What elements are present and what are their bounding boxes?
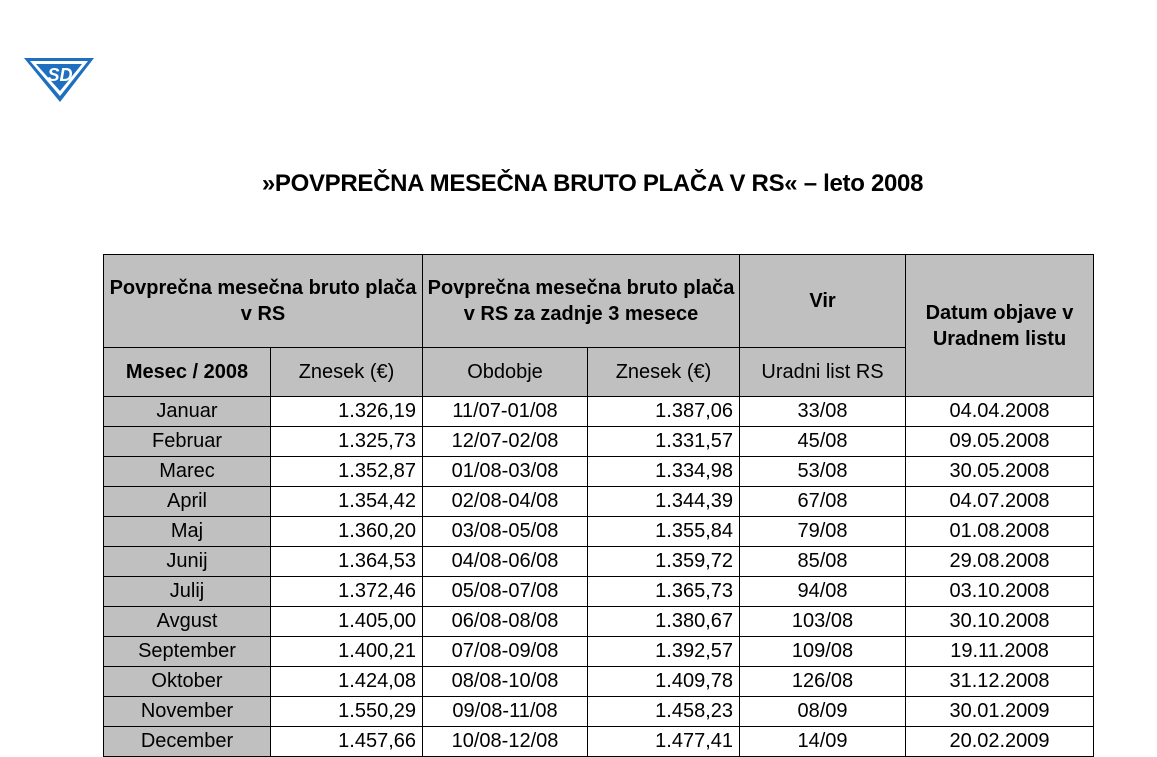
cell-znesek-3m: 1.387,06	[588, 397, 740, 427]
cell-uradni-list: 109/08	[740, 637, 906, 667]
cell-znesek-3m: 1.380,67	[588, 607, 740, 637]
cell-znesek: 1.360,20	[271, 517, 423, 547]
table-row	[104, 427, 1094, 457]
cell-znesek-3m: 1.458,23	[588, 697, 740, 727]
cell-znesek-3m: 1.392,57	[588, 637, 740, 667]
svg-text:SD: SD	[47, 65, 73, 85]
header-znesek: Znesek (€)	[271, 348, 423, 397]
cell-znesek-3m: 1.355,84	[588, 517, 740, 547]
cell-obdobje: 02/08-04/08	[423, 487, 588, 517]
header-group-3months: Povprečna mesečna bruto plača v RS za zadnje 3 mesece	[423, 255, 740, 348]
cell-uradni-list: 67/08	[740, 487, 906, 517]
table-row	[104, 727, 1094, 757]
cell-znesek-3m: 1.344,39	[588, 487, 740, 517]
cell-znesek-3m: 1.409,78	[588, 667, 740, 697]
cell-datum: 19.11.2008	[906, 637, 1094, 667]
header-group-monthly: Povprečna mesečna bruto plača v RS	[104, 255, 423, 348]
cell-obdobje: 04/08-06/08	[423, 547, 588, 577]
cell-obdobje: 06/08-08/08	[423, 607, 588, 637]
cell-znesek-3m: 1.359,72	[588, 547, 740, 577]
header-datum: Datum objave v Uradnem listu	[906, 255, 1094, 397]
cell-mesec: November	[104, 697, 271, 727]
cell-uradni-list: 45/08	[740, 427, 906, 457]
page-title: »POVPREČNA MESEČNA BRUTO PLAČA V RS« – leto 2008	[261, 170, 924, 197]
table-row	[104, 487, 1094, 517]
cell-datum: 30.10.2008	[906, 607, 1094, 637]
cell-znesek-3m: 1.334,98	[588, 457, 740, 487]
cell-mesec: Maj	[104, 517, 271, 547]
cell-obdobje: 08/08-10/08	[423, 667, 588, 697]
cell-datum: 29.08.2008	[906, 547, 1094, 577]
cell-znesek: 1.550,29	[271, 697, 423, 727]
cell-znesek: 1.326,19	[271, 397, 423, 427]
cell-mesec: Januar	[104, 397, 271, 427]
cell-obdobje: 03/08-05/08	[423, 517, 588, 547]
cell-znesek: 1.325,73	[271, 427, 423, 457]
cell-datum: 03.10.2008	[906, 577, 1094, 607]
cell-obdobje: 11/07-01/08	[423, 397, 588, 427]
cell-znesek: 1.457,66	[271, 727, 423, 757]
cell-obdobje: 07/08-09/08	[423, 637, 588, 667]
table-row	[104, 397, 1094, 427]
table-row	[104, 547, 1094, 577]
cell-znesek-3m: 1.365,73	[588, 577, 740, 607]
salary-table	[103, 254, 1094, 757]
cell-mesec: Marec	[104, 457, 271, 487]
header-uradni-list: Uradni list RS	[740, 348, 906, 397]
cell-uradni-list: 08/09	[740, 697, 906, 727]
table-row	[104, 637, 1094, 667]
cell-mesec: September	[104, 637, 271, 667]
table-row	[104, 577, 1094, 607]
header-vir: Vir	[740, 255, 906, 348]
cell-znesek-3m: 1.477,41	[588, 727, 740, 757]
cell-znesek: 1.372,46	[271, 577, 423, 607]
cell-mesec: Avgust	[104, 607, 271, 637]
table-row	[104, 697, 1094, 727]
header-obdobje: Obdobje	[423, 348, 588, 397]
cell-uradni-list: 85/08	[740, 547, 906, 577]
cell-znesek: 1.354,42	[271, 487, 423, 517]
cell-uradni-list: 53/08	[740, 457, 906, 487]
cell-uradni-list: 14/09	[740, 727, 906, 757]
cell-uradni-list: 103/08	[740, 607, 906, 637]
cell-obdobje: 09/08-11/08	[423, 697, 588, 727]
cell-obdobje: 05/08-07/08	[423, 577, 588, 607]
cell-znesek: 1.424,08	[271, 667, 423, 697]
cell-datum: 31.12.2008	[906, 667, 1094, 697]
cell-mesec: December	[104, 727, 271, 757]
cell-znesek: 1.352,87	[271, 457, 423, 487]
cell-datum: 01.08.2008	[906, 517, 1094, 547]
cell-datum: 30.05.2008	[906, 457, 1094, 487]
cell-znesek: 1.400,21	[271, 637, 423, 667]
cell-mesec: Oktober	[104, 667, 271, 697]
cell-znesek-3m: 1.331,57	[588, 427, 740, 457]
cell-obdobje: 01/08-03/08	[423, 457, 588, 487]
cell-uradni-list: 79/08	[740, 517, 906, 547]
cell-datum: 04.07.2008	[906, 487, 1094, 517]
cell-uradni-list: 94/08	[740, 577, 906, 607]
cell-datum: 09.05.2008	[906, 427, 1094, 457]
sd-logo-icon	[22, 48, 96, 104]
cell-datum: 30.01.2009	[906, 697, 1094, 727]
table-row	[104, 607, 1094, 637]
table-row	[104, 667, 1094, 697]
cell-datum: 20.02.2009	[906, 727, 1094, 757]
cell-znesek: 1.405,00	[271, 607, 423, 637]
table-row	[104, 457, 1094, 487]
cell-mesec: April	[104, 487, 271, 517]
cell-mesec: Februar	[104, 427, 271, 457]
header-mesec: Mesec / 2008	[104, 348, 271, 397]
cell-uradni-list: 33/08	[740, 397, 906, 427]
table-row	[104, 517, 1094, 547]
cell-mesec: Julij	[104, 577, 271, 607]
cell-mesec: Junij	[104, 547, 271, 577]
cell-datum: 04.04.2008	[906, 397, 1094, 427]
header-znesek-3m: Znesek (€)	[588, 348, 740, 397]
cell-obdobje: 10/08-12/08	[423, 727, 588, 757]
cell-uradni-list: 126/08	[740, 667, 906, 697]
cell-obdobje: 12/07-02/08	[423, 427, 588, 457]
cell-znesek: 1.364,53	[271, 547, 423, 577]
